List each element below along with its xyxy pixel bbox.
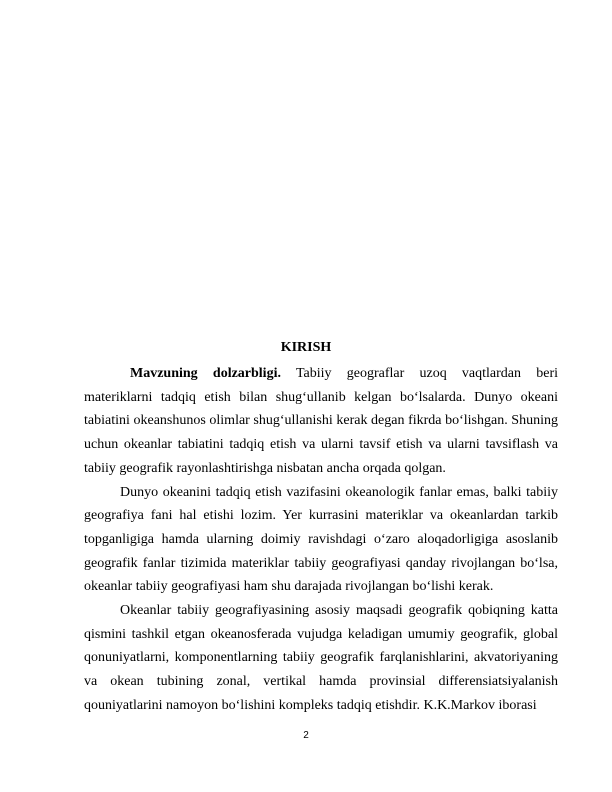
- section-heading: KIRISH: [280, 340, 332, 355]
- body-text: [84, 362, 558, 718]
- paragraph-relevance: [84, 362, 558, 481]
- paragraph-ocean-study: Dunyo okeanini tadqiq etish vazifasini okeanologik fanlar emas, balki tabiiy geografiya fani hal etishi lozim. Yer kurrasini materiklar va okeanlardan tarkib topganligiga hamda ularning doimiy ravishdagi o‘zaro aloqadorligiga asoslanib geografik fanlar tizimida materiklar tabiiy geografiyasi qanday rivojlangan bo‘lsa, okeanlar tabiiy geografiyasi ham shu darajada rivojlangan bo‘lishi kerak.: [84, 484, 558, 595]
- page-number: 2: [303, 730, 309, 741]
- paragraph-ocean-geography-goal: Okeanlar tabiiy geografiyasining asosiy maqsadi geografik qobiqning katta qismini tashkil etgan okeanosferada vujudga keladigan umumiy geografik, global qonuniyatlarni, komponentlarning tabiiy geografik farqlanishlarini, akvatoriyaning va okean tubining zonal, vertikal hamda provinsial differensiatsiyalanish qouniyatlarini namoyon bo‘lishini kompleks tadqiq etishdir. K.K.Markov iborasi: [84, 603, 558, 713]
- paragraph-text: Tabiiy geograflar uzoq vaqtlardan beri materiklarni tadqiq etish bilan shug‘ullanib kelgan bo‘lsalarda. Dunyo okeani tabiatini okeanshunos olimlar shug‘ullanishi kerak degan fikrda bo‘lishgan. Shuning uchun okeanlar tabiatini tadqiq etish va ularni tavsif etish va ularni tavsiflash va tabiiy geografik rayonlashtirishga nisbatan ancha orqada qolgan.: [84, 366, 558, 476]
- paragraph-lead: Mavzuning dolzarbligi.: [130, 366, 281, 381]
